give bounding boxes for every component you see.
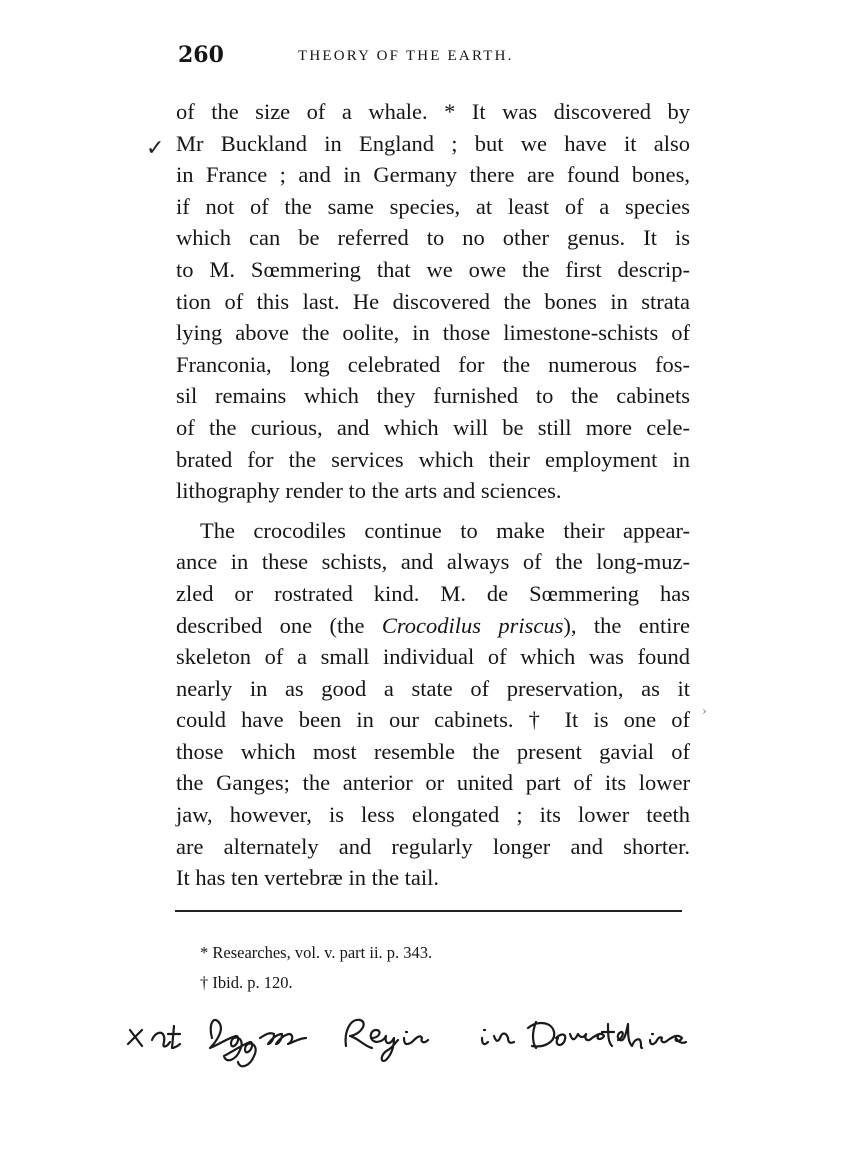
text-line: lithography render to the arts and sciences.: [176, 478, 562, 504]
text-line: jaw, however, is less elongated ; its lower teeth: [176, 802, 690, 828]
footnote: † Ibid. p. 120.: [200, 973, 293, 992]
text-span: ), the entire: [563, 612, 690, 638]
body-text: [176, 96, 690, 894]
text-line: nearly in as good a state of preservation, as it: [176, 675, 690, 701]
text-line: which can be referred to no other genus. It is: [176, 225, 690, 251]
text-line-mixed: [176, 610, 690, 642]
running-title: THEORY OF THE EARTH.: [298, 48, 514, 64]
text-line: zled or rostrated kind. M. de Sœmmering has: [176, 580, 690, 606]
text-line: Mr Buckland in England ; but we have it also: [176, 130, 690, 156]
margin-tick-mark: ›: [702, 704, 707, 718]
text-line: lying above the oolite, in those limestone-schists of: [176, 320, 690, 346]
text-line: skeleton of a small individual of which was found: [176, 644, 690, 670]
text-line: tion of this last. He discovered the bones in strata: [176, 288, 690, 314]
text-line: brated for the services which their employment in: [176, 446, 690, 472]
margin-check-mark: ✓: [146, 136, 165, 161]
text-line: if not of the same species, at least of a species: [176, 193, 690, 219]
page-header: [178, 42, 688, 76]
page-number: 260: [178, 42, 224, 68]
paragraph-gap: [176, 507, 690, 515]
text-line: are alternately and regularly longer and shorter.: [176, 833, 690, 859]
text-line: to M. Sœmmering that we owe the first descrip-: [176, 256, 690, 282]
text-line: It has ten vertebræ in the tail.: [176, 865, 440, 891]
text-line: The crocodiles continue to make their appear-: [200, 517, 690, 543]
text-line: in France ; and in Germany there are found bones,: [176, 162, 690, 188]
text-line: Franconia, long celebrated for the numerous fos-: [176, 351, 690, 377]
footnote: * Researches, vol. v. part ii. p. 343.: [200, 943, 433, 962]
species-name-italic: Crocodilus priscus: [381, 612, 564, 638]
text-line: could have been in our cabinets. † It is one of: [176, 707, 690, 733]
footnotes: [200, 938, 432, 998]
text-line: the Ganges; the anterior or united part of its lower: [176, 770, 690, 796]
handwritten-annotation: [120, 1000, 720, 1070]
text-line: ance in these schists, and always of the long-muz-: [176, 549, 690, 575]
text-span: described one (the: [176, 612, 365, 638]
text-line: sil remains which they furnished to the cabinets: [176, 383, 690, 409]
text-line: those which most resemble the present gavial of: [176, 738, 690, 764]
footnote-rule: [175, 910, 682, 912]
text-line: of the curious, and which will be still more cele-: [176, 414, 690, 440]
text-line: of the size of a whale. * It was discovered by: [176, 99, 690, 124]
